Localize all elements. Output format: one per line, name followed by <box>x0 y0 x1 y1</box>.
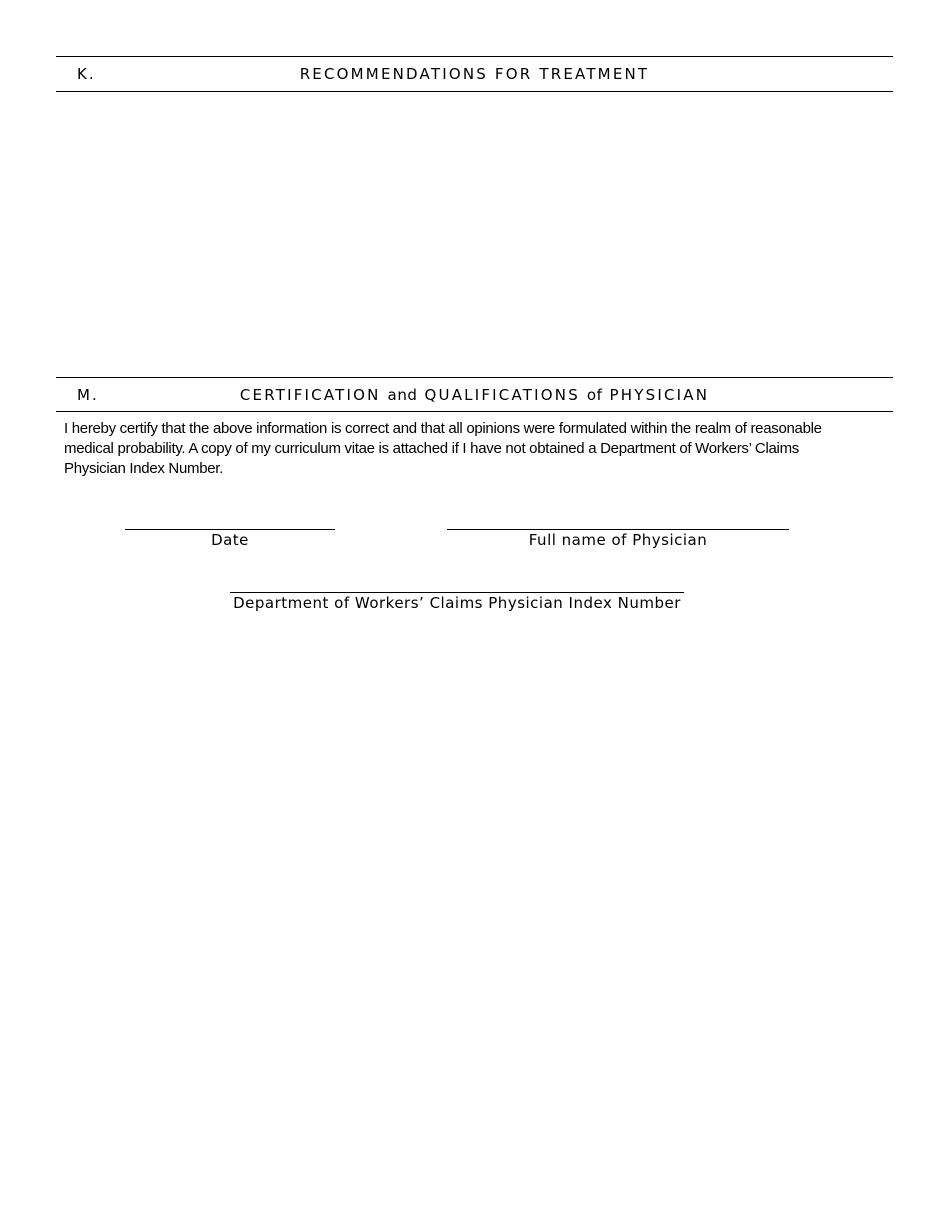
date-signature-line <box>125 529 335 549</box>
physician-index-number-field[interactable] <box>230 579 684 593</box>
section-m-title-word: QUALIFICATIONS <box>424 386 580 404</box>
date-field[interactable] <box>125 516 335 530</box>
date-label: Date <box>211 531 249 549</box>
section-k-title: RECOMMENDATIONS FOR TREATMENT <box>299 65 650 83</box>
section-m-title-word: of <box>586 386 603 404</box>
section-m-letter: M. <box>77 386 99 404</box>
physician-index-number-line <box>230 592 684 612</box>
physician-name-field[interactable] <box>447 516 789 530</box>
section-m-header <box>56 377 893 412</box>
recommendations-text-area[interactable] <box>56 92 893 377</box>
section-m-title <box>56 386 893 404</box>
section-k-letter: K. <box>77 65 96 83</box>
section-m-title-word: and <box>387 386 418 404</box>
section-k-header <box>56 56 893 92</box>
section-m-title-word: PHYSICIAN <box>609 386 710 404</box>
physician-name-label: Full name of Physician <box>528 531 708 549</box>
physician-index-number-label: Department of Workers’ Claims Physician Index Number <box>233 594 681 612</box>
section-m-title-word: CERTIFICATION <box>239 386 381 404</box>
certification-statement: I hereby certify that the above information is correct and that all opinions were formulated within the realm of reasonable medical probability. A copy of my curriculum vitae is attached if I have not obtained a Department of Workers’ Claims Physician Index Number. <box>64 420 822 477</box>
physician-name-signature-line <box>447 529 789 549</box>
